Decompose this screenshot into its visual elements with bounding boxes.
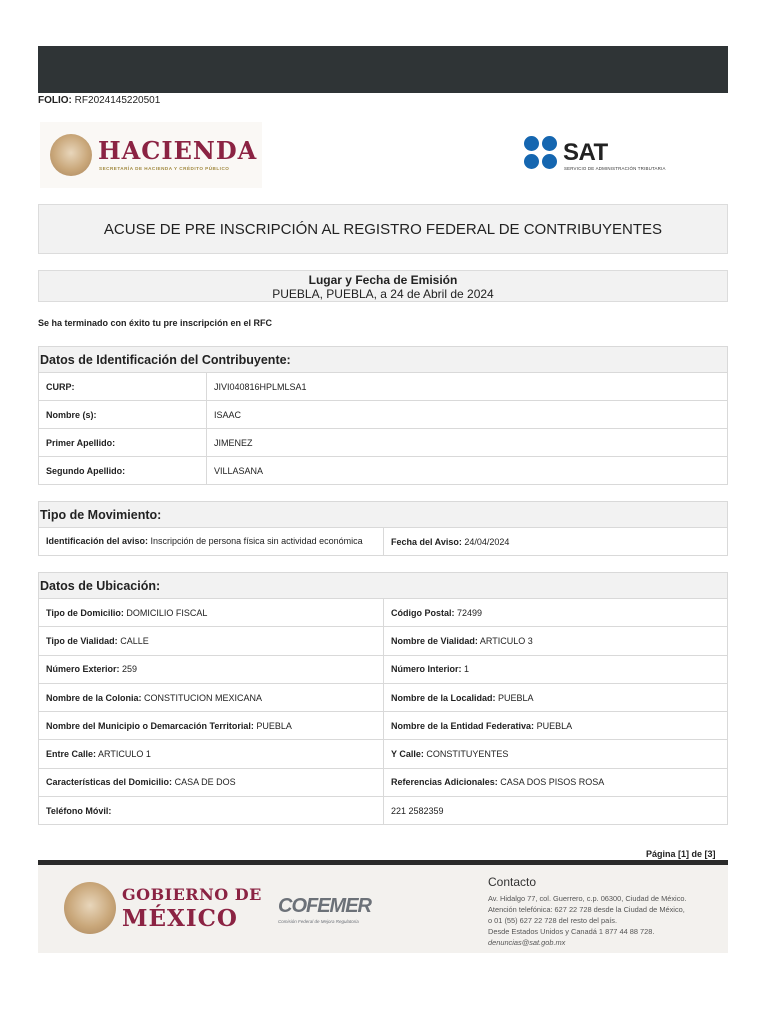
- cell-label: Tipo de Domicilio:: [46, 607, 124, 618]
- cell-label: Entre Calle:: [46, 749, 97, 760]
- table-row: [39, 655, 728, 683]
- fecha-label: Fecha del Aviso:: [391, 536, 462, 547]
- gobierno-line1: GOBIERNO DE: [122, 885, 262, 904]
- cofemer-logo: COFEMER: [278, 895, 371, 917]
- sat-dots-icon: [524, 136, 558, 170]
- cell-label: Características del Domicilio:: [46, 777, 173, 788]
- ubicacion-table: [38, 572, 728, 825]
- hacienda-logo: [40, 122, 262, 188]
- table-row: [39, 429, 728, 457]
- movimiento-table: [38, 501, 728, 556]
- cell-label: Tipo de Vialidad:: [46, 635, 118, 646]
- cell-label: Número Interior:: [391, 664, 462, 675]
- hacienda-subtitle: SECRETARÍA DE HACIENDA Y CRÉDITO PÚBLICO: [99, 166, 230, 171]
- cell-value: 1: [464, 664, 470, 675]
- cell-label: Nombre de la Entidad Federativa:: [391, 720, 535, 731]
- cell-value: DOMICILIO FISCAL: [126, 607, 208, 618]
- cell-value: PUEBLA: [498, 692, 534, 703]
- cell-label: Código Postal:: [391, 607, 455, 618]
- table-row: [39, 712, 728, 740]
- sat-logo: [524, 136, 694, 176]
- table-row: [39, 740, 728, 768]
- cell-label: Número Exterior:: [46, 664, 120, 675]
- folio-label: FOLIO:: [38, 95, 72, 106]
- row-value: VILLASANA: [207, 457, 728, 485]
- sat-name: SAT: [563, 139, 608, 166]
- success-message: Se ha terminado con éxito tu pre inscripción en el RFC: [38, 318, 273, 328]
- row-value: ISAAC: [207, 401, 728, 429]
- gobierno-line2: MÉXICO: [122, 905, 238, 932]
- cell-value: CASA DOS PISOS ROSA: [500, 777, 605, 788]
- aviso-value: Inscripción de persona física sin actividad económica: [150, 536, 363, 546]
- header-bar: [38, 46, 728, 93]
- footer: [38, 865, 728, 953]
- row-label: Primer Apellido:: [39, 429, 207, 457]
- movimiento-heading: Tipo de Movimiento:: [39, 502, 728, 528]
- cofemer-subtitle: Comisión Federal de Mejora Regulatoria: [278, 919, 359, 924]
- lugar-fecha: [38, 270, 728, 302]
- table-row: [39, 768, 728, 796]
- cell-label: Teléfono Móvil:: [46, 805, 112, 816]
- cell-value: ARTICULO 3: [479, 635, 533, 646]
- table-row: [39, 457, 728, 485]
- cell-value: CONSTITUYENTES: [426, 749, 509, 760]
- page-indicator: Página [1] de [3]: [646, 849, 716, 859]
- sat-subtitle: SERVICIO DE ADMINISTRACIÓN TRIBUTARIA: [564, 166, 666, 171]
- cell-value: PUEBLA: [536, 720, 573, 731]
- cell-value: PUEBLA: [256, 720, 292, 731]
- folio: [38, 95, 160, 106]
- mexican-seal-icon: [50, 134, 92, 176]
- identificacion-heading: Datos de Identificación del Contribuyente:: [39, 347, 728, 373]
- contacto-line: Av. Hidalgo 77, col. Guerrero, c.p. 06300, Ciudad de México.: [488, 894, 687, 903]
- ubicacion-heading: Datos de Ubicación:: [39, 573, 728, 599]
- cell-label: Y Calle:: [391, 749, 424, 760]
- aviso-label: Identificación del aviso:: [46, 536, 149, 546]
- hacienda-name: HACIENDA: [98, 136, 258, 165]
- table-row: [39, 528, 728, 556]
- folio-value: RF2024145220501: [74, 95, 161, 106]
- cell-value: CONSTITUCION MEXICANA: [144, 692, 263, 703]
- cell-label: Referencias Adicionales:: [391, 777, 498, 788]
- contacto-line: Desde Estados Unidos y Canadá 1 877 44 88 728.: [488, 927, 655, 936]
- table-row: [39, 627, 728, 655]
- lugar-value: PUEBLA, PUEBLA, a 24 de Abril de 2024: [272, 287, 494, 301]
- cell-label: Nombre de Vialidad:: [391, 635, 478, 646]
- contacto-line: o 01 (55) 627 22 728 del resto del país.: [488, 916, 618, 925]
- cell-value: 221 2582359: [391, 805, 444, 816]
- contacto-heading: Contacto: [488, 875, 537, 889]
- aviso-cell: [39, 528, 384, 556]
- table-row: [39, 401, 728, 429]
- fecha-cell: [384, 528, 728, 556]
- identificacion-table: [38, 346, 728, 485]
- row-label: Segundo Apellido:: [39, 457, 207, 485]
- table-row: [39, 599, 728, 627]
- cell-value: 259: [122, 664, 138, 675]
- row-value: JIVI040816HPLMLSA1: [207, 373, 728, 401]
- row-label: CURP:: [39, 373, 207, 401]
- cell-value: CALLE: [120, 635, 149, 646]
- contacto-line: Atención telefónica: 627 22 728 desde la Ciudad de México,: [488, 905, 685, 914]
- cell-value: 72499: [457, 607, 483, 618]
- cell-label: Nombre del Municipio o Demarcación Territorial:: [46, 720, 254, 731]
- cell-value: CASA DE DOS: [174, 777, 236, 788]
- mexican-seal-icon: [64, 882, 116, 934]
- fecha-value: 24/04/2024: [464, 536, 510, 547]
- cell-value: ARTICULO 1: [98, 749, 151, 760]
- lugar-heading: Lugar y Fecha de Emisión: [308, 273, 458, 287]
- table-row: [39, 373, 728, 401]
- document-title: ACUSE DE PRE INSCRIPCIÓN AL REGISTRO FEDERAL DE CONTRIBUYENTES: [38, 204, 728, 254]
- table-row: [39, 797, 728, 825]
- contacto-email-link[interactable]: denuncias@sat.gob.mx: [488, 938, 566, 947]
- cell-label: Nombre de la Localidad:: [391, 692, 496, 703]
- row-label: Nombre (s):: [39, 401, 207, 429]
- cell-label: Nombre de la Colonia:: [46, 692, 142, 703]
- row-value: JIMENEZ: [207, 429, 728, 457]
- table-row: [39, 683, 728, 711]
